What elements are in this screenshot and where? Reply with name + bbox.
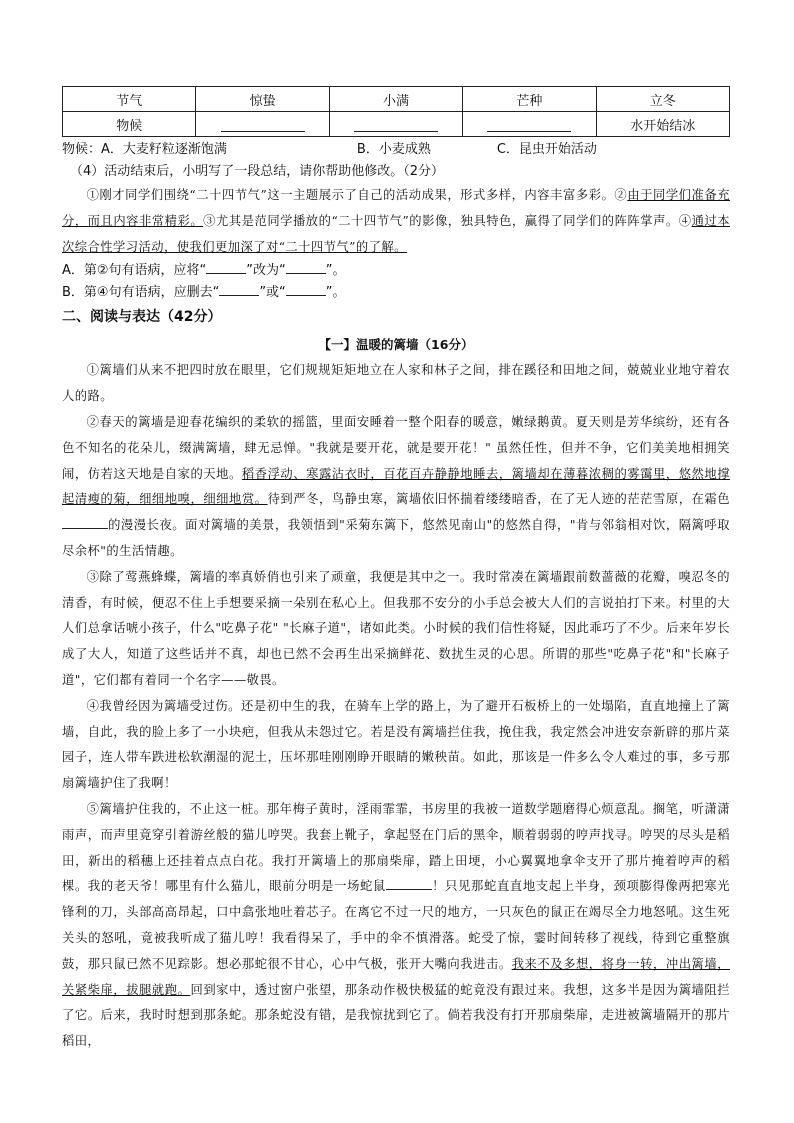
- option-b: B．小麦成熟: [356, 142, 431, 157]
- question-4-prompt: （4）活动结束后，小明写了一段总结，请你帮助他修改。（2分）: [70, 164, 445, 179]
- phenology-label: 物候：: [62, 142, 102, 157]
- underlined-sentence: 我来不及多想，将身一转，冲出篱墙，关紧柴扉，拔腿就跑。: [62, 956, 730, 997]
- answer-blank[interactable]: [286, 283, 326, 296]
- answer-blank[interactable]: [286, 261, 326, 274]
- table-cell: 立冬: [596, 87, 729, 112]
- table-cell: 小满: [329, 87, 462, 112]
- article-paragraph-2: [62, 410, 730, 565]
- answer-blank[interactable]: [62, 516, 108, 529]
- option-b-text: B．第④句有语病，应删去“: [62, 285, 220, 301]
- table-cell: 物候: [63, 112, 196, 137]
- paragraph-text: 的漫漫长夜。面对篱墙的美景，我领悟到"采菊东篱下，悠然见南山"的悠然自得，"肯与邻翁相对饮，隔篱呼取尽余杯"的生活情趣。: [62, 518, 730, 558]
- paragraph-text: ！只见那蛇直直地支起上半身，颈项膨得像两把寒光锋利的刀，头部高高昂起，口中翕张地吐着芯子。在离它不过一尺的地方，一只灰色的鼠正在竭尽全力地怒吼。这生死关头的怒吼，竟被我听成了猫儿哼！我看得呆了，手中的伞不慎滑落。蛇受了惊，霎时间转移了视线，待到它重整旗鼓，那只鼠已然不见踪影。想必那蛇很不甘心，心中气极，张开大嘴向我进击。: [62, 879, 730, 971]
- paragraph-text: 回到家中，透过窗户张望，那条动作极快极猛的蛇竟没有跟过来。我想，这多半是因为篱墙阻拦了它。后来，我时时想到那条蛇。那条蛇没有错，是我惊扰到它了。倘若我没有打开那扇柴扉，走进被篱墙隔开的那片稻田，: [62, 982, 730, 1049]
- article-paragraph-4: ④我曾经因为篱墙受过伤。还是初中生的我，在骑车上学的路上，为了避开石板桥上的一处塌陷，直直地撞上了篱墙，自此，我的脸上多了一小块疤，但我从未怨过它。若是没有篱墙拦住我，挽住我，我定然会冲进安奈新辟的那片菜园子，连人带车跌进松软潮湿的泥土，压坏那哇刚刚睁开眼睛的嫩秧苗。如此，那该是一件多么令人难过的事，多亏那扇篱墙护住了我啊！: [62, 698, 730, 791]
- paragraph-text: 待到严冬，鸟静虫寒，篱墙依旧怀揣着缕缕暗香，在了无人迹的茫茫雪原，在霜色: [267, 492, 731, 507]
- table-row: [63, 87, 730, 112]
- option-b-text: ”。: [325, 285, 346, 301]
- table-cell: 惊蛰: [196, 87, 329, 112]
- table-cell: 水开始结冰: [596, 112, 729, 137]
- article-title: 【一】温暖的篱墙（16分）: [318, 337, 474, 353]
- answer-blank[interactable]: [206, 261, 246, 274]
- paragraph-text: ⑤篱墙护住我的，不止这一桩。那年梅子黄时，淫雨霏霏，书房里的我被一道数学题磨得心烦意乱。搁笔，听潇潇雨声，而声里竟穿引着游丝般的猫儿哼哭。我套上靴子，拿起竖在门后的黑伞，顺着弱弱的哼声找寻。哼哭的尽头是稻田，新出的稻穗上还挂着点点白花。我打开篱墙上的那扇柴扉，踏上田埂，小心翼翼地拿伞支开了那片掩着哼声的稻棵。我的老天爷！哪里有什么猫儿，眼前分明是一场蛇鼠: [62, 801, 730, 894]
- answer-blank[interactable]: [463, 112, 596, 137]
- table-cell: 芒种: [463, 87, 596, 112]
- sentence-1: ①刚才同学们围绕“二十四节气”这一主题展示了自己的活动成果，形式多样，内容丰富多彩。②: [86, 188, 628, 202]
- table-row: [63, 112, 730, 137]
- paragraph-text: ②春天的篱墙是迎春花编织的柔软的摇篮，里面安睡着一整个阳春的暖意，嫩绿鹅黄。夏天则是芳华缤纷，还有各色不知名的花朵儿，缀满篱墙，肆无忌惮。"我就是要开花，就是要开花！" 虽然任性，但并不争，它们美美地相拥笑闹，仿若这天地是自家的天地。: [62, 414, 730, 481]
- option-c: C．昆虫开始活动: [496, 142, 597, 157]
- option-a-text: ”改为“: [246, 263, 286, 279]
- answer-blank[interactable]: [196, 112, 329, 137]
- underlined-sentence: 稻香浮动、寒露沾衣时，百花百卉静静地睡去，篱墙却在薄暮浓稠的雾霭里，悠然地撑起清瘦的菊，细细地嗅，细细地赏。: [62, 466, 730, 507]
- table-cell: 节气: [63, 87, 196, 112]
- answer-blank[interactable]: [219, 283, 259, 296]
- article-paragraph-1: ①篱墙们从来不把四时放在眼里，它们规规矩矩地立在人家和林子之间，排在蹊径和田地之间，兢兢业业地守着农人的路。: [62, 363, 730, 404]
- solar-term-table: [62, 86, 730, 137]
- sentence-3: ③尤其是范同学播放的“二十四节气”的影像，独具特色，赢得了同学们的阵阵掌声。④: [203, 213, 692, 228]
- option-b-text: ”或“: [259, 285, 286, 301]
- sentence-4: 通过本次综合性学习活动，使我们更加深了对“二十四节气”的了解。: [62, 213, 731, 254]
- article-paragraph-5: [62, 797, 730, 1055]
- option-b-line: [62, 282, 730, 304]
- worksheet-page: [62, 86, 730, 1055]
- section-heading: 二、阅读与表达（42分）: [62, 309, 222, 326]
- summary-paragraph: [62, 183, 730, 260]
- answer-blank[interactable]: [329, 112, 462, 137]
- answer-blank[interactable]: [386, 877, 432, 890]
- option-a-text: ”。: [325, 263, 346, 279]
- option-a: A．大麦籽粒逐渐饱满: [101, 142, 227, 157]
- sentence-2: 由于同学们准备充分，而且内容非常精彩。: [62, 188, 730, 228]
- article-paragraph-3: ③除了莺燕蜂蝶，篱墙的率真娇俏也引来了顽童，我便是其中之一。我时常凑在篱墙跟前数蔷薇的花瓣，嗅忍冬的清香，有时候，便忍不住上手想要采摘一朵别在私心上。但我那不安分的小手总会被大人们的言说拍打下来。村里的大人们总拿话唬小孩子，什么"吃鼻子花" "长麻子道"，诸如此类。小时候的我们信性将疑，因此乖巧了不少。后来年岁长成了大人，知道了这些话并不真，却也已然不会再生出采摘鲜花、数扰生灵的心思。所谓的那些"吃鼻子花"和"长麻子道"，它们都有着同一个名字——敬畏。: [62, 569, 730, 687]
- option-a-text: A．第②句有语病，应将“: [62, 263, 207, 279]
- phenology-options: [62, 139, 730, 161]
- option-a-line: [62, 260, 730, 282]
